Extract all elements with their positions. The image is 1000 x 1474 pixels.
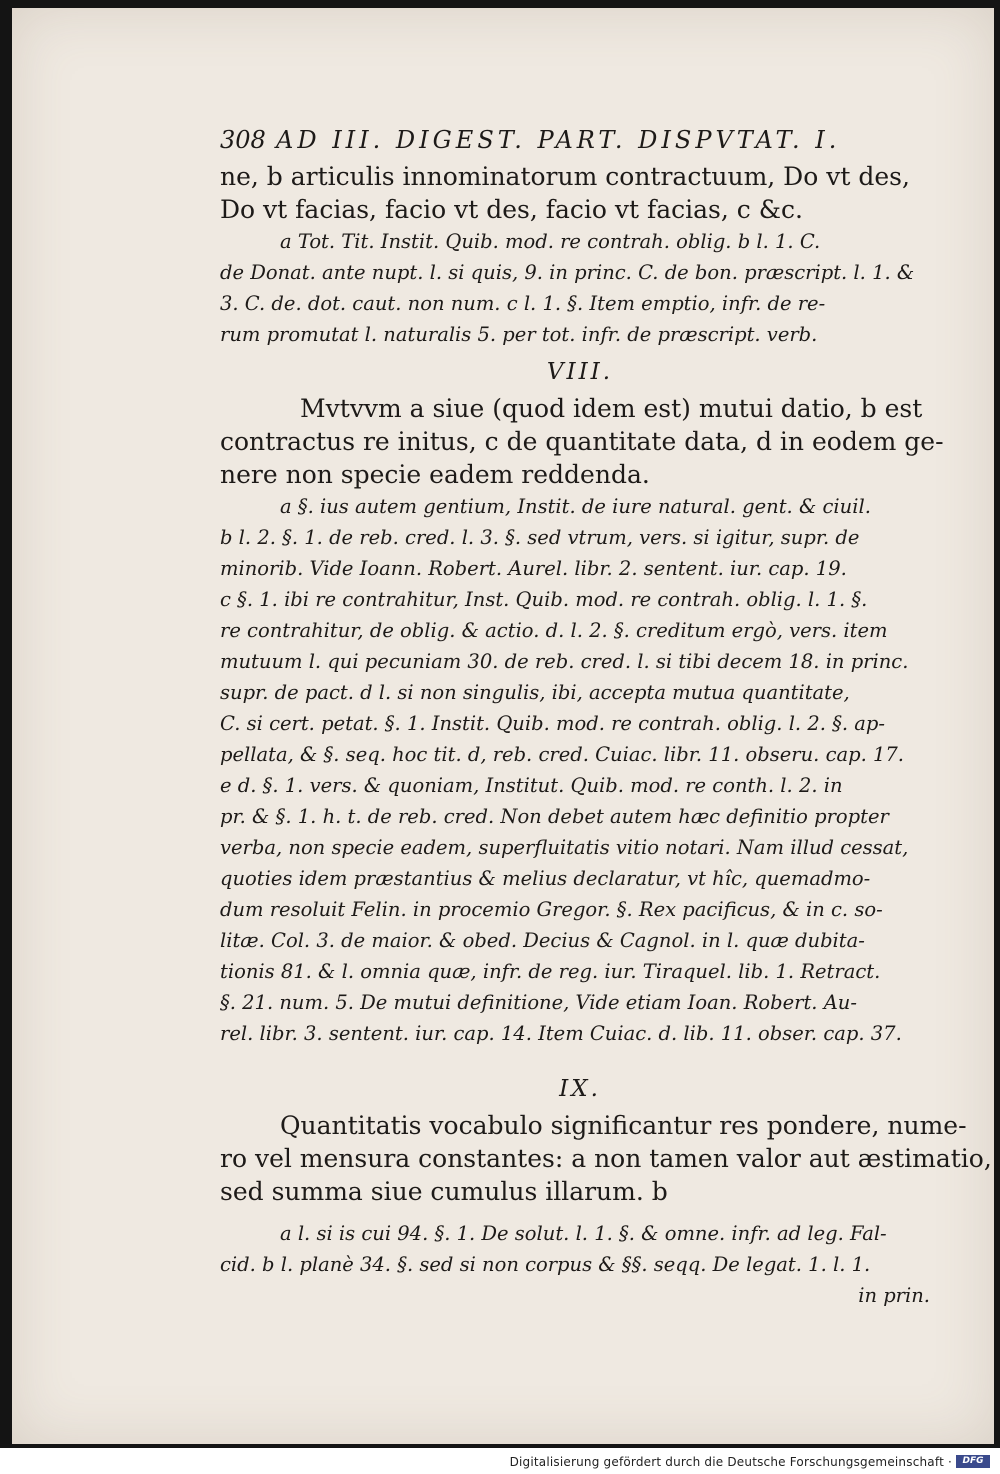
note-line: re contrahitur, de oblig. & actio. d. l. 2. §. creditum ergò, vers. item — [220, 619, 888, 642]
text-line: Quantitatis vocabulo significantur res pondere, nume- — [280, 1111, 967, 1140]
note-line: pr. & §. 1. h. t. de reb. cred. Non debet autem hæc definitio propter — [220, 805, 889, 828]
note-line: a Tot. Tit. Instit. Quib. mod. re contrah. oblig. b l. 1. C. — [280, 230, 821, 253]
book-page — [12, 8, 994, 1444]
funding-credit: Digitalisierung gefördert durch die Deutsche Forschungsgemeinschaft · — [509, 1455, 952, 1469]
digitization-footer — [0, 1448, 1000, 1474]
note-line: verba, non specie eadem, superfluitatis vitio notari. Nam illud cessat, — [220, 836, 909, 859]
intro-paragraph — [220, 160, 940, 226]
note-line: e d. §. 1. vers. & quoniam, Institut. Quib. mod. re conth. l. 2. in — [220, 774, 843, 797]
note-line: dum resoluit Felin. in procemio Gregor. §. Rex pacificus, & in c. so- — [220, 898, 883, 921]
running-title: AD III. DIGEST. PART. DISPVTAT. I. — [276, 126, 841, 154]
note-line: a l. si is cui 94. §. 1. De solut. l. 1. §. & omne. infr. ad leg. Fal- — [280, 1222, 887, 1245]
note-line: mutuum l. qui pecuniam 30. de reb. cred. l. si tibi decem 18. in princ. — [220, 650, 909, 673]
dfg-logo: DFG — [956, 1455, 990, 1468]
note-line: rel. libr. 3. sentent. iur. cap. 14. Item Cuiac. d. lib. 11. obser. cap. 37. — [220, 1022, 902, 1045]
text-line: contractus re initus, c de quantitate data, d in eodem ge- — [220, 427, 944, 456]
page-text-block — [220, 126, 992, 1311]
text-line: Mvtvvm a siue (quod idem est) mutui datio, b est — [300, 394, 923, 423]
note-line: c §. 1. ibi re contrahitur, Inst. Quib. mod. re contrah. oblig. l. 1. §. — [220, 588, 868, 611]
note-line: minorib. Vide Ioann. Robert. Aurel. libr. 2. sentent. iur. cap. 19. — [220, 557, 847, 580]
note-line: in prin. — [858, 1284, 930, 1307]
text-line: nere non specie eadem reddenda. — [220, 460, 650, 489]
note-line: litæ. Col. 3. de maior. & obed. Decius & Cagnol. in l. quæ dubita- — [220, 929, 865, 952]
text-line: ro vel mensura constantes: a non tamen valor aut æstimatio, — [220, 1144, 992, 1173]
text-line: ne, b articulis innominatorum contractuum, Do vt des, — [220, 162, 910, 191]
running-header — [220, 126, 940, 160]
page-number: 308 — [220, 126, 266, 154]
section-ix-paragraph — [220, 1109, 992, 1208]
note-line: quoties idem præstantius & melius declaratur, vt hîc, quemadmo- — [220, 867, 871, 890]
section-number-viii: VIII. — [546, 359, 614, 385]
note-line: 3. C. de. dot. caut. non num. c l. 1. §. Item emptio, infr. de re- — [220, 292, 826, 315]
note-line: §. 21. num. 5. De mutui definitione, Vide etiam Ioan. Robert. Au- — [220, 991, 857, 1014]
note-line: b l. 2. §. 1. de reb. cred. l. 3. §. sed vtrum, vers. si igitur, supr. de — [220, 526, 860, 549]
note-line: cid. b l. planè 34. §. sed si non corpus & §§. seqq. De legat. 1. l. 1. — [220, 1253, 871, 1276]
note-line: tionis 81. & l. omnia quæ, infr. de reg. iur. Tiraquel. lib. 1. Retract. — [220, 960, 881, 983]
note-line: rum promutat l. naturalis 5. per tot. infr. de præscript. verb. — [220, 323, 818, 346]
section-viii-notes — [220, 491, 940, 1049]
note-line: C. si cert. petat. §. 1. Instit. Quib. mod. re contrah. oblig. l. 2. §. ap- — [220, 712, 885, 735]
text-line: Do vt facias, facio vt des, facio vt facias, c &c. — [220, 195, 803, 224]
section-ix-notes — [220, 1218, 940, 1311]
section-viii-paragraph — [220, 392, 944, 491]
note-line: pellata, & §. seq. hoc tit. d, reb. cred. Cuiac. libr. 11. obseru. cap. 17. — [220, 743, 905, 766]
intro-notes — [220, 226, 940, 350]
note-line: de Donat. ante nupt. l. si quis, 9. in princ. C. de bon. præscript. l. 1. & — [220, 261, 915, 284]
note-line: supr. de pact. d l. si non singulis, ibi, accepta mutua quantitate, — [220, 681, 850, 704]
section-number-ix: IX. — [559, 1076, 601, 1102]
text-line: sed summa siue cumulus illarum. b — [220, 1177, 668, 1206]
note-line: a §. ius autem gentium, Instit. de iure natural. gent. & ciuil. — [280, 495, 871, 518]
